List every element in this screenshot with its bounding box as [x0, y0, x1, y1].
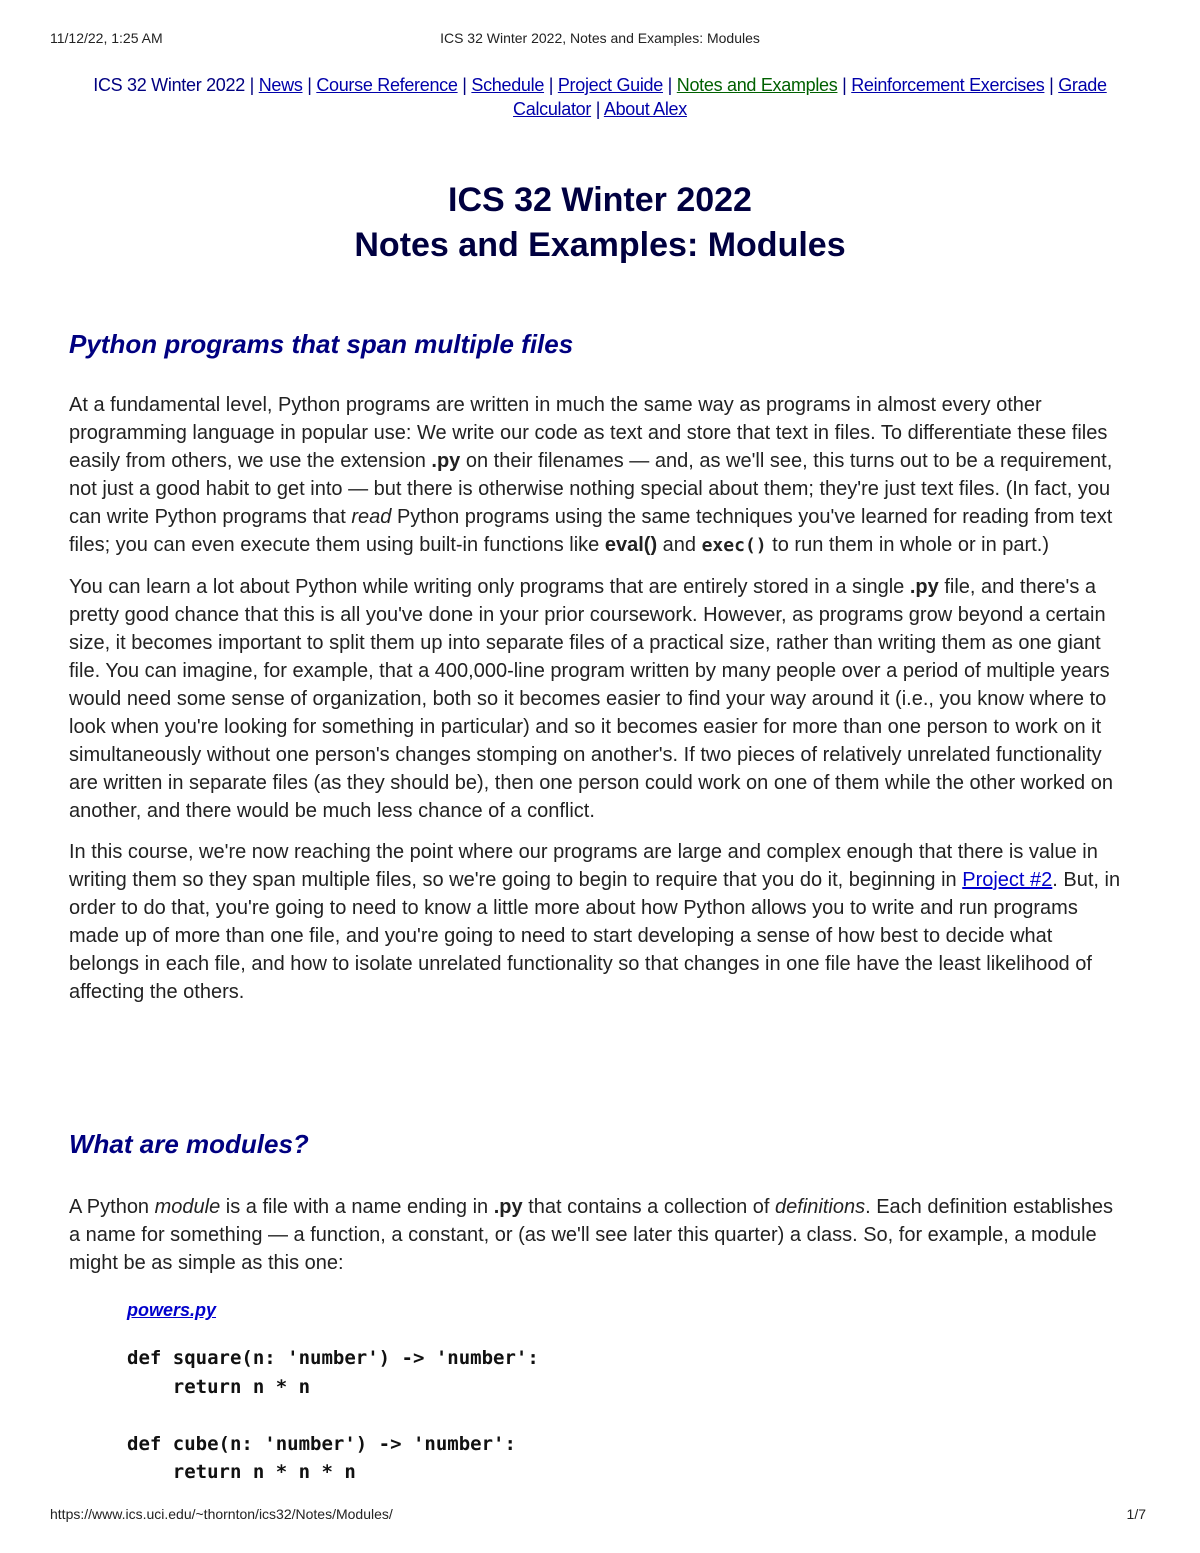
print-datetime: 11/12/22, 1:25 AM	[50, 30, 163, 46]
text-run: to run them in whole or in part.)	[766, 534, 1049, 556]
text-run: You can learn a lot about Python while writing only programs that are entirely stored in a single	[69, 576, 910, 598]
nav-prefix: ICS 32 Winter 2022	[93, 75, 245, 95]
paragraph	[69, 838, 1127, 1006]
text-run: on their filenames — and, as we'll see, this turns out to be a requirement, not just a good habit to get into — but there is otherwise nothing special about them; they're just text files. (In fact, you can write Python programs that	[69, 450, 1113, 528]
nav-link-course-reference[interactable]: Course Reference	[316, 75, 458, 95]
code-block: def square(n: 'number') -> 'number': return n * n def cube(n: 'number') -> 'number': return n * n * n	[127, 1347, 539, 1483]
nav-link-notes-and-examples[interactable]: Notes and Examples	[676, 75, 838, 95]
nav-link-project-guide[interactable]: Project Guide	[557, 75, 663, 95]
inline-i-text: module	[154, 1196, 221, 1218]
inline-i-text: read	[351, 506, 392, 528]
print-page-number: 1/7	[1126, 1506, 1146, 1522]
text-run: A Python	[69, 1196, 155, 1218]
nav-link-news[interactable]: News	[258, 75, 303, 95]
paragraph	[69, 1193, 1127, 1277]
text-run: Python programs using the same techniques you've learned for reading from text files; you can even execute them using built-in functions like	[69, 506, 1113, 556]
nav-separator: |	[1044, 75, 1059, 95]
nav-separator: |	[302, 75, 317, 95]
paragraph	[69, 573, 1127, 825]
paragraph	[69, 391, 1127, 560]
section-heading: What are modules?	[69, 1129, 309, 1159]
section-heading: Python programs that span multiple files	[69, 329, 574, 359]
text-run: and	[657, 534, 702, 556]
nav-link-schedule[interactable]: Schedule	[471, 75, 545, 95]
text-run: file, and there's a pretty good chance that this is all you've done in your prior coursework. However, as programs grow beyond a certain size, it becomes important to split them up into separate files of a practical size, rather than writing them as one giant file. You can imagine, for example, that a 400,000-line program written by many people over a period of multiple years would need some sense of organization, both so it becomes easier to find your way around it (i.e., you know where to look when you're looking for something in particular) and so it becomes easier for more than one person to work on it simultaneously without one person's changes stomping on another's. If two pieces of relatively unrelated functionality are written in separate files (as they should be), then one person could work on one of them while the other worked on another, and there would be much less chance of a conflict.	[69, 576, 1113, 822]
site-nav	[70, 73, 1130, 121]
nav-link-reinforcement-exercises[interactable]: Reinforcement Exercises	[851, 75, 1045, 95]
nav-separator: |	[457, 75, 472, 95]
inline-b-text: eval()	[604, 534, 658, 556]
text-run: . Each definition establishes a name for something — a function, a constant, or (as we'll see later this quarter) a class. So, for example, a module might be as simple as this one:	[69, 1196, 1114, 1274]
nav-link-about-alex[interactable]: About Alex	[603, 99, 687, 119]
inline-b-text: .py	[431, 450, 461, 472]
inline-i-text: definitions	[775, 1196, 866, 1218]
text-run: that contains a collection of	[522, 1196, 776, 1218]
print-title: ICS 32 Winter 2022, Notes and Examples: Modules	[440, 30, 760, 46]
page-title	[0, 178, 1200, 268]
print-url: https://www.ics.uci.edu/~thornton/ics32/Notes/Modules/	[50, 1506, 393, 1522]
inline-b-text: .py	[493, 1196, 523, 1218]
nav-separator: |	[591, 99, 604, 119]
section-multiple-files	[69, 330, 1127, 1019]
section-body	[69, 1193, 1127, 1277]
code-filename-link[interactable]: powers.py	[127, 1300, 217, 1320]
page-title-line2: Notes and Examples: Modules	[354, 226, 846, 264]
inline-code-text: exec()	[701, 535, 767, 556]
inline-link[interactable]: Project #2	[962, 869, 1053, 891]
nav-separator: |	[544, 75, 558, 95]
text-run: . But, in order to do that, you're going to need to know a little more about how Python allows you to write and run programs made up of more than one file, and you're going to need to start developing a sense of how best to decide what belongs in each file, and how to isolate unrelated functionality so that changes in one file have the least likelihood of affecting the others.	[69, 869, 1121, 1003]
text-run: In this course, we're now reaching the point where our programs are large and complex enough that there is value in writing them so they span multiple files, so we're going to begin to require that you do it, beginning in	[69, 841, 1098, 891]
section-what-are-modules	[69, 1130, 1127, 1290]
section-body	[69, 391, 1127, 1006]
nav-separator: |	[662, 75, 677, 95]
nav-link-grade-calculator[interactable]: Grade Calculator	[513, 75, 1107, 119]
page-title-line1: ICS 32 Winter 2022	[448, 181, 752, 219]
inline-b-text: .py	[909, 576, 939, 598]
nav-separator: |	[244, 75, 259, 95]
text-run: At a fundamental level, Python programs are written in much the same way as programs in almost every other programming language in popular use: We write our code as text and store that text in files. To differentiate these files easily from others, we use the extension	[69, 394, 1108, 472]
text-run: is a file with a name ending in	[220, 1196, 494, 1218]
nav-separator: |	[837, 75, 852, 95]
